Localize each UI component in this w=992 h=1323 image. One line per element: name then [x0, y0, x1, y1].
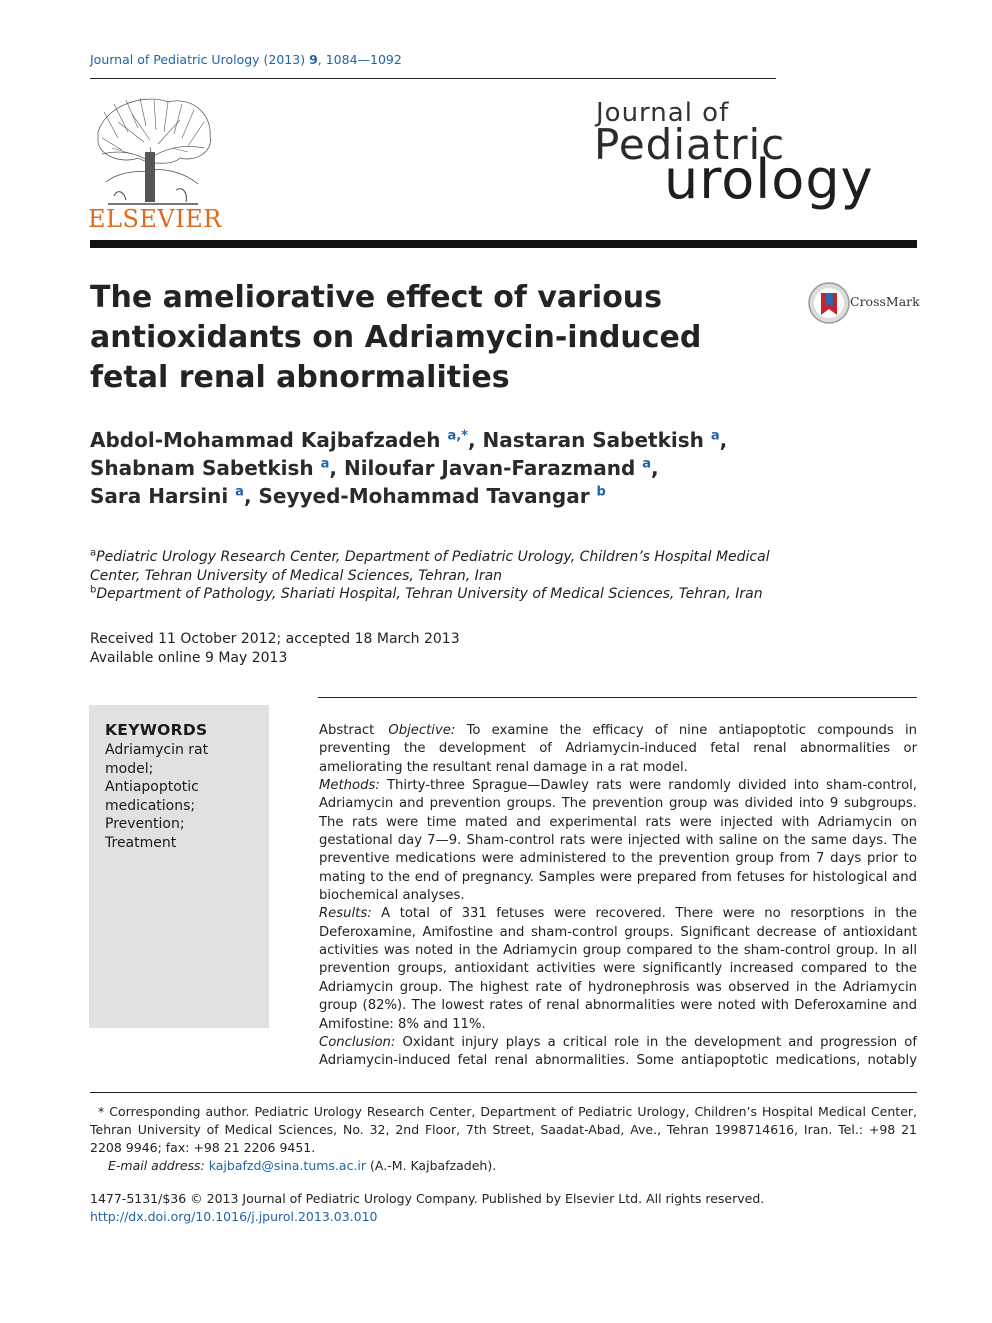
abstract-objective: Abstract Objective: To examine the efficacy of nine antiapoptotic compounds in preventing the development of Adriamycin-induced fetal renal abnormalities or ameliorating the resultant renal damage in a rat model. — [319, 723, 917, 775]
journal-logo-line2: Pediatric — [594, 120, 786, 169]
article-dates — [90, 630, 460, 668]
author-affil-link[interactable]: a,* — [447, 428, 468, 444]
author-name: Abdol-Mohammad Kajbafzadeh — [90, 428, 441, 452]
author-name: Shabnam Sabetkish — [90, 456, 314, 480]
author-name: Niloufar Javan-Farazmand — [343, 456, 636, 480]
journal-logo-line3: urology — [664, 148, 874, 211]
abstract-rule — [318, 697, 917, 698]
author-name: Seyyed-Mohammad Tavangar — [258, 484, 590, 508]
masthead-rule — [90, 240, 917, 248]
doi-link[interactable]: http://dx.doi.org/10.1016/j.jpurol.2013.03.010 — [90, 1209, 378, 1224]
elsevier-wordmark: ELSEVIER — [88, 205, 222, 233]
abstract-methods: Methods: Thirty-three Sprague—Dawley rats were randomly divided into sham-control, Adriamycin and prevention groups. The prevention group was divided into 9 subgroups. The rats were time mated and experimental rats were injected with Adriamycin on gestational day 7—9. Sham-control rats were injected with saline on the same days. The preventive medications were administered to the prevention group from 7 days prior to mating to the end of pregnancy. Samples were prepared from fetuses for histological and biochemical analyses. — [319, 778, 917, 904]
author-affil-link[interactable]: a — [320, 456, 330, 472]
email-line: E-mail address: kajbafzd@sina.tums.ac.ir (A.-M. Kajbafzadeh). — [108, 1158, 497, 1173]
keyword-item: medications; — [105, 797, 196, 814]
abstract — [319, 722, 917, 1071]
author-affil-link[interactable]: b — [596, 484, 606, 500]
footnote-rule — [90, 1092, 917, 1093]
abstract-conclusion: Conclusion: Oxidant injury plays a critical role in the development and progression of Adriamycin-induced fetal renal abnormalities. Some antiapoptotic medications, notably — [319, 1034, 917, 1069]
abstract-label: Abstract — [319, 723, 375, 738]
keyword-item: Adriamycin rat — [105, 742, 209, 758]
available-online-date: Available online 9 May 2013 — [90, 650, 288, 666]
copyright-block — [90, 1190, 764, 1226]
header-rule — [90, 78, 776, 79]
author-affil-link[interactable]: a — [235, 484, 244, 500]
keywords-heading: KEYWORDS — [105, 721, 208, 739]
crossmark-badge[interactable] — [808, 281, 923, 327]
copyright-text: 1477-5131/$36 © 2013 Journal of Pediatric Urology Company. Published by Elsevier Ltd. All rights reserved. — [90, 1191, 765, 1206]
corresponding-author-footnote — [90, 1103, 917, 1175]
affiliation-a: $^a$Pediatric Urology Research Center, Department of Pediatric Urology, Children’s Hospital Medical Center, Tehran University of Medical Sciences, Tehran, Iran — [90, 547, 770, 584]
crossmark-label: CrossMark — [850, 294, 920, 309]
email-link[interactable]: kajbafzd@sina.tums.ac.ir — [208, 1158, 367, 1173]
received-accepted-date: Received 11 October 2012; accepted 18 March 2013 — [90, 631, 460, 647]
keyword-item: Treatment — [105, 834, 177, 851]
journal-logo-line1: Journal of — [596, 98, 730, 128]
keyword-item: Prevention; — [105, 816, 185, 832]
affiliations — [90, 548, 790, 604]
journal-logo — [594, 98, 918, 211]
author-affil-link[interactable]: a — [710, 428, 720, 444]
affiliation-b: $^b$Department of Pathology, Shariati Hospital, Tehran University of Medical Sciences, Tehran, Iran — [90, 584, 763, 602]
author-name: Sara Harsini — [90, 484, 229, 508]
article-title: The ameliorative effect of various antioxidants on Adriamycin-induced fetal renal abnormalities — [90, 280, 702, 395]
keywords-box — [89, 705, 269, 1028]
keywords-list — [105, 741, 208, 852]
citation-volume: 9 — [309, 52, 318, 67]
author-name: Nastaran Sabetkish — [482, 428, 704, 452]
keyword-item: Antiapoptotic — [105, 779, 199, 795]
journal-citation[interactable]: Journal of Pediatric Urology (2013) 9, 1084—1092 — [90, 52, 402, 67]
keyword-item: model; — [105, 760, 154, 777]
author-affil-link[interactable]: a — [642, 456, 652, 472]
abstract-results: Results: A total of 331 fetuses were recovered. There were no resorptions in the Deferoxamine, Amifostine and sham-control groups. Significant decrease of antioxidant activities was noted in the Adriamycin group compared to the sham-control group. In all prevention groups, antioxidant activities were significantly increased compared to the Adriamycin group. The highest rate of hydronephrosis was observed in the Adriamycin group (82%). The lowest rates of renal abnormalities were noted with Deferoxamine and Amifostine: 8% and 11%. — [319, 906, 917, 1032]
corresponding-author-text: * Corresponding author. Pediatric Urology Research Center, Department of Pediatric Urology, Children’s Hospital Medical Center, Tehran University of Medical Sciences, No. 32, 2nd Floor, 7th Street, Saadat-Abad, Ave., Tehran 1998714616, Iran. Tel.: +98 21 2208 9946; fax: +98 21 2206 9451. — [90, 1104, 917, 1155]
author-list: Abdol-Mohammad Kajbafzadeh $^{a,*}$, Nastaran Sabetkish $^a$, Shabnam Sabetkish $^a$, Niloufar Javan-Farazmand $^a$, Sara Harsini $^a$, Seyyed-Mohammad Tavangar $^b$ — [90, 428, 728, 508]
crossmark-icon — [808, 281, 850, 325]
